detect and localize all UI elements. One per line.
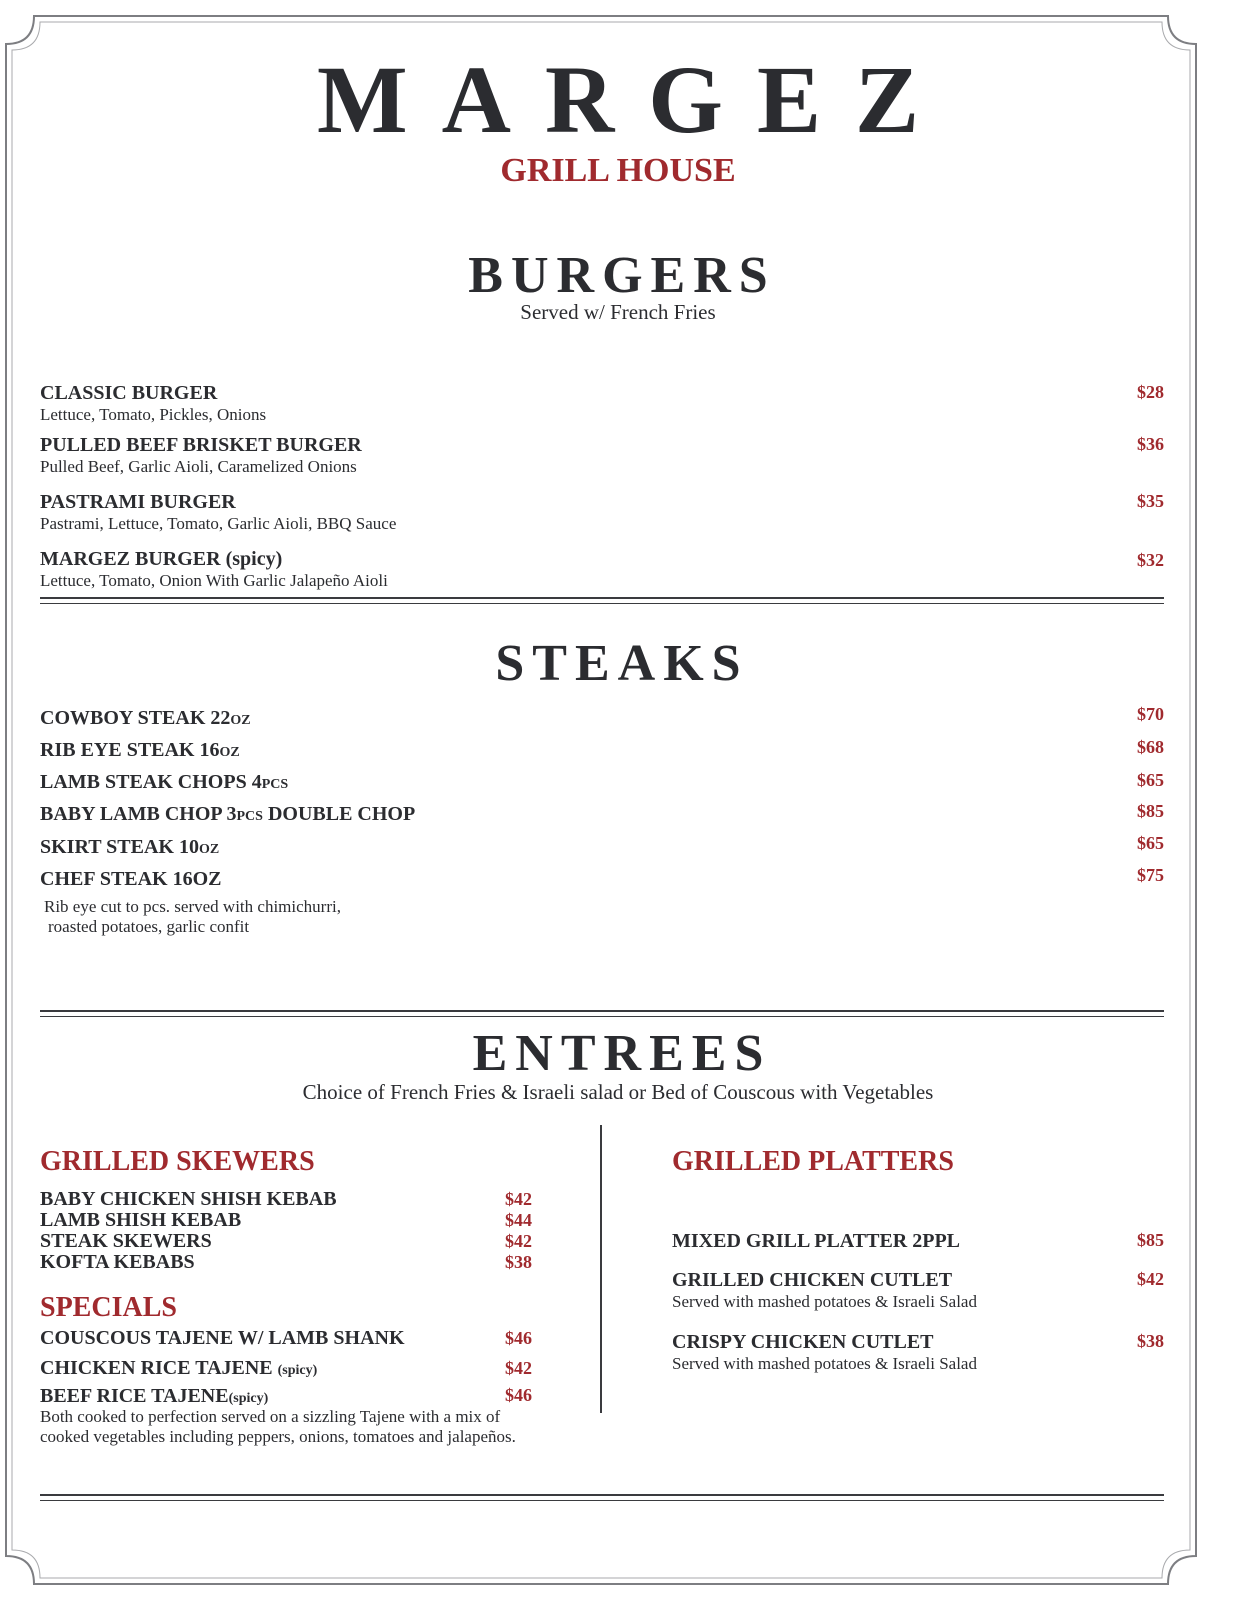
item-description: Lettuce, Tomato, Pickles, Onions: [40, 405, 267, 424]
item-price: $70: [1137, 704, 1164, 724]
item-description: Pastrami, Lettuce, Tomato, Garlic Aioli, BBQ Sauce: [40, 514, 397, 533]
section-divider: [40, 597, 1164, 604]
item-price: $85: [1137, 1230, 1164, 1250]
steak-item-name: BABY LAMB CHOP 3PCS DOUBLE CHOP: [40, 803, 416, 825]
item-price: $42: [1137, 1269, 1164, 1289]
special-item-name: BEEF RICE TAJENE(spicy): [40, 1385, 269, 1407]
section-divider: [40, 1494, 1164, 1501]
item-price: $46: [505, 1328, 532, 1348]
item-name: PULLED BEEF BRISKET BURGER: [40, 434, 362, 456]
item-price: $42: [505, 1358, 532, 1378]
item-price: $46: [505, 1385, 532, 1405]
item-price: $35: [1137, 491, 1164, 511]
platter-item: [672, 1331, 977, 1374]
section-divider: [40, 1010, 1164, 1017]
item-name: MARGEZ BURGER (spicy): [40, 548, 283, 570]
skewer-item-name: STEAK SKEWERS: [40, 1230, 212, 1252]
steak-item-name: COWBOY STEAK 22OZ: [40, 707, 251, 729]
steak-item-name: LAMB STEAK CHOPS 4PCS: [40, 771, 289, 793]
steak-item-name: RIB EYE STEAK 16OZ: [40, 739, 240, 761]
item-description: Rib eye cut to pcs. served with chimichurri,: [44, 897, 341, 916]
item-description: Served with mashed potatoes & Israeli Salad: [672, 1292, 977, 1311]
item-name: PASTRAMI BURGER: [40, 491, 236, 513]
subsection-title-specials: SPECIALS: [40, 1292, 177, 1323]
item-price: $38: [1137, 1331, 1164, 1351]
item-description: Served with mashed potatoes & Israeli Salad: [672, 1354, 977, 1373]
specials-description: cooked vegetables including peppers, onions, tomatoes and jalapeños.: [40, 1427, 516, 1446]
burger-item: [40, 434, 1170, 477]
platter-item: [672, 1269, 977, 1312]
item-price: $75: [1137, 865, 1164, 885]
skewer-item-name: BABY CHICKEN SHISH KEBAB: [40, 1188, 337, 1210]
section-title-burgers: BURGERS: [468, 247, 776, 304]
item-price: $42: [505, 1189, 532, 1209]
special-item-name: COUSCOUS TAJENE W/ LAMB SHANK: [40, 1327, 405, 1349]
item-description: Lettuce, Tomato, Onion With Garlic Jalapeño Aioli: [40, 571, 388, 590]
item-price: $42: [505, 1231, 532, 1251]
item-price: $85: [1137, 801, 1164, 821]
item-price: $68: [1137, 737, 1164, 757]
burger-item: [40, 548, 1170, 591]
subsection-title-grilled-skewers: GRILLED SKEWERS: [40, 1146, 315, 1177]
item-name: GRILLED CHICKEN CUTLET: [672, 1269, 953, 1291]
burger-item: [40, 382, 1170, 425]
specials-description: Both cooked to perfection served on a sizzling Tajene with a mix of: [40, 1407, 501, 1426]
item-price: $65: [1137, 833, 1164, 853]
skewer-item-name: LAMB SHISH KEBAB: [40, 1209, 242, 1231]
item-price: $36: [1137, 434, 1164, 454]
item-description: Pulled Beef, Garlic Aioli, Caramelized Onions: [40, 457, 357, 476]
section-title-entrees: ENTREES: [472, 1025, 772, 1082]
skewer-item-name: KOFTA KEBABS: [40, 1251, 195, 1273]
item-price: $28: [1137, 382, 1164, 402]
burgers-note: Served w/ French Fries: [520, 300, 716, 324]
steak-item-name: SKIRT STEAK 10OZ: [40, 836, 220, 858]
special-item-name: CHICKEN RICE TAJENE (spicy): [40, 1357, 318, 1379]
item-description: roasted potatoes, garlic confit: [48, 917, 250, 936]
item-price: $32: [1137, 550, 1164, 570]
platter-item-name: MIXED GRILL PLATTER 2PPL: [672, 1230, 960, 1252]
steak-item-name: CHEF STEAK 16OZ: [40, 868, 222, 890]
item-price: $65: [1137, 770, 1164, 790]
entrees-note: Choice of French Fries & Israeli salad or Bed of Couscous with Vegetables: [302, 1080, 934, 1104]
restaurant-name: MARGEZ: [317, 46, 953, 153]
section-title-steaks: STEAKS: [495, 635, 749, 692]
item-name: CLASSIC BURGER: [40, 382, 218, 404]
column-divider: [600, 1125, 602, 1413]
restaurant-subtitle: GRILL HOUSE: [500, 152, 736, 189]
item-price: $44: [505, 1210, 532, 1230]
item-name: CRISPY CHICKEN CUTLET: [672, 1331, 934, 1353]
burger-item: [40, 491, 1170, 534]
subsection-title-grilled-platters: GRILLED PLATTERS: [672, 1146, 954, 1177]
item-price: $38: [505, 1252, 532, 1272]
